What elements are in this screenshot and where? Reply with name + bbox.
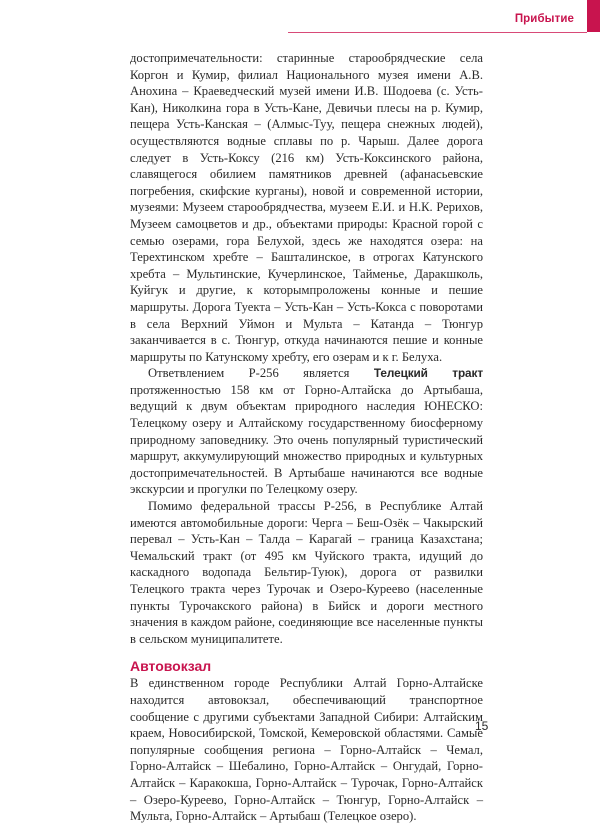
- paragraph-2-rest: протяженностью 158 км от Горно-Алтайска до Артыбаша, ведущий к двум объектам природного наследия ЮНЕСКО: Телецкому озеру и Алтайскому государственному биосферному природному заповеднику. Это очень популярный туристический маршрут, аккумулирующий множество природных и культурных достопримечательностей. В Артыбаше начинаются все водные экскурсии и прогулки по Телецкому озеру.: [130, 382, 483, 497]
- corner-tab-marker: [587, 0, 600, 32]
- section-heading-avtovokzal: Автовокзал: [130, 658, 212, 675]
- paragraph-2: [130, 365, 483, 498]
- paragraph-1: достопримечательности: старинные старообрядческие села Коргон и Кумир, филиал Национального музея имени А.В. Анохина – Краеведческий музей имени И.В. Шодоева (с. Усть-Кан), Николкина гора в Усть-Кане, Девичьи плесы на р. Кумир, пещера Усть-Канская – (Алмыс-Туу, пещера снежных людей), осуществляются водные сплавы по р. Чарыш. Далее дорога следует в Усть-Коксу (216 км) Усть-Коксинского района, славящегося обилием памятников древней (афанасьевские погребения, скифские курганы), новой и современной истории, музеями: Музеем старообрядчества, музеем Е.И. и Н.К. Рерихов, Музеем самоцветов и др., объектами природы: Красной горой с семью озерами, гора Белухой, здесь же находятся озера: на Терехтинском хребте – Башталинское, в отрогах Катунского хребта – Мультинские, Кучерлинское, Тайменье, Даракшколь, Куйгук и другие, к которымпроложены конные и пешие маршруты. Дорога Туекта – Усть-Кан – Усть-Кокса с поворотами в села Верхний Уймон и Мульта – Катанда – Тюнгур заканчивается в с. Тюнгур, откуда начинаются пешие и конные маршруты по Катунскому хребту, его озерам и к г. Белуха.: [130, 51, 483, 364]
- term-teletsky-trakt: Телецкий тракт: [373, 366, 484, 381]
- paragraph-2-lead: Ответвлением Р-256 является: [148, 366, 374, 381]
- header-rule: [288, 32, 587, 33]
- paragraph-4: В единственном городе Республики Алтай Горно-Алтайске находится автовокзал, обеспечивающий транспортное сообщение с другими субъектами Западной Сибири: Алтайским краем, Новосибирской, Томской, Кемеровской областями. Самые популярные сообщения региона – Горно-Алтайск – Чемал, Горно-Алтайск – Шебалино, Горно-Алтайск – Онгудай, Горно-Алтайск – Каракокша, Горно-Алтайск – Турочак, Горно-Алтайск – Озеро-Куреево, Горно-Алтайск – Тюнгур, Горно-Алтайск – Мульта, Горно-Алтайск – Артыбаш (Телецкое озеро).: [130, 676, 483, 824]
- paragraph-3: Помимо федеральной трассы Р-256, в Республике Алтай имеются автомобильные дороги: Черга – Беш-Озёк – Чакырский перевал – Усть-Кан – Талда – Карагай – граница Казахстана; Чемальский тракт (от 495 км Чуйского тракта, идущий до каскадного водопада Бельтир-Туюк), дорога от развилки Телецкого тракта через Турочак и Озеро-Куреево (населенные пункты Турочакского района) в Бийск и дороги местного значения в каждом районе, соединяющие все населенные пункты в сельском муниципалитете.: [130, 499, 483, 646]
- running-head: Прибытие: [514, 13, 574, 25]
- page-number: 15: [475, 719, 489, 733]
- page-body: [130, 50, 483, 825]
